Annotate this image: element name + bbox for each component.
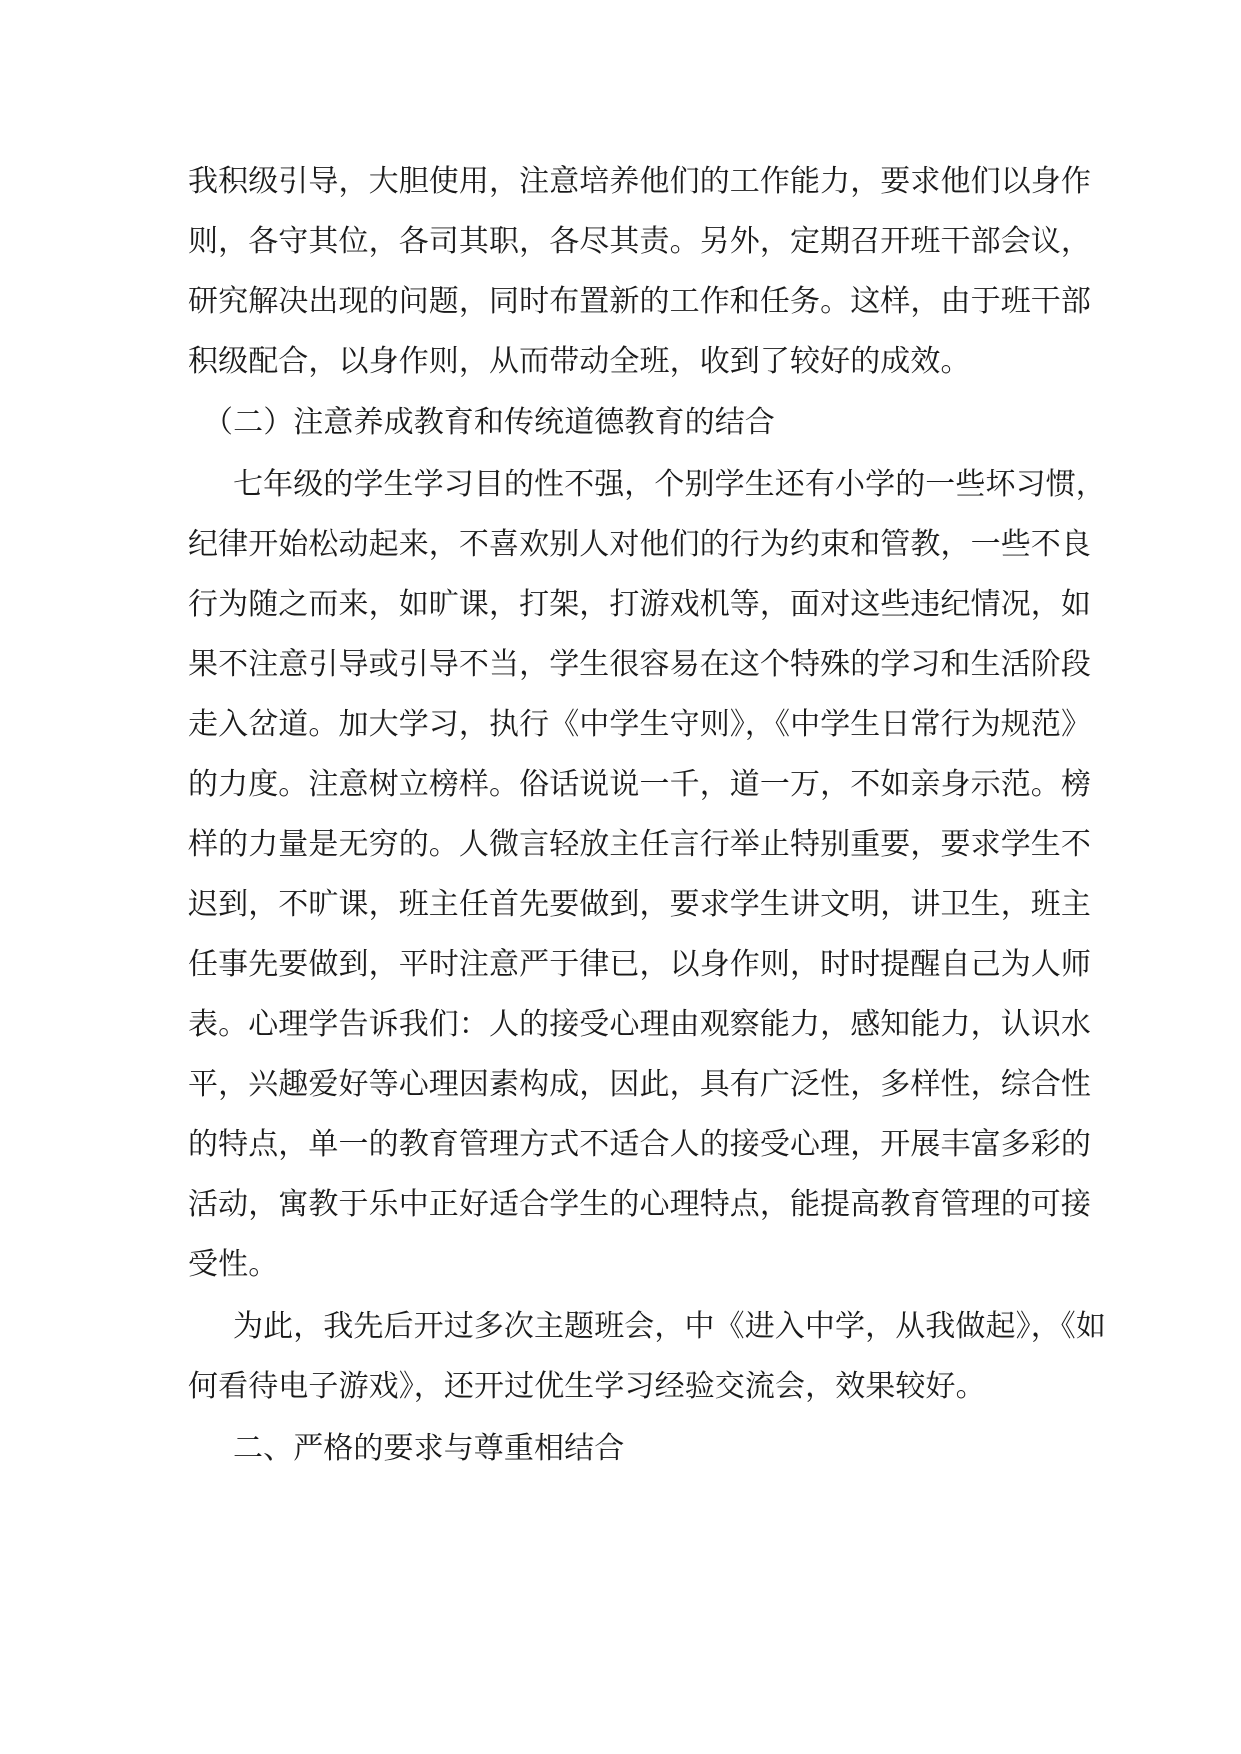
paragraph-line: 迟到，不旷课，班主任首先要做到，要求学生讲文明，讲卫生，班主 (188, 887, 1091, 922)
paragraph-line: 的力度。注意树立榜样。俗话说说一千，道一万，不如亲身示范。榜 (188, 767, 1091, 802)
paragraph-line: 平，兴趣爱好等心理因素构成，因此，具有广泛性，多样性，综合性 (188, 1067, 1091, 1102)
section-heading: 二、严格的要求与尊重相结合 (233, 1431, 625, 1466)
paragraph-line: 积级配合，以身作则，从而带动全班，收到了较好的成效。 (188, 344, 971, 379)
section-heading: （二）注意养成教育和传统道德教育的结合 (203, 405, 775, 440)
paragraph-line: 果不注意引导或引导不当，学生很容易在这个特殊的学习和生活阶段 (188, 647, 1091, 682)
paragraph-line: 行为随之而来，如旷课，打架，打游戏机等，面对这些违纪情况，如 (188, 587, 1091, 622)
paragraph-line: 活动，寓教于乐中正好适合学生的心理特点，能提高教育管理的可接 (188, 1187, 1091, 1222)
paragraph-line: 样的力量是无穷的。人微言轻放主任言行举止特别重要，要求学生不 (188, 827, 1091, 862)
paragraph-line: 为此，我先后开过多次主题班会，中《进入中学，从我做起》，《如 (233, 1309, 1106, 1344)
paragraph-line: 纪律开始松动起来，不喜欢别人对他们的行为约束和管教，一些不良 (188, 527, 1091, 562)
paragraph-line: 表。心理学告诉我们：人的接受心理由观察能力，感知能力，认识水 (188, 1007, 1091, 1042)
paragraph-line: 七年级的学生学习目的性不强，个别学生还有小学的一些坏习惯， (233, 467, 1106, 502)
paragraph-line: 走入岔道。加大学习，执行《中学生守则》，《中学生日常行为规范》 (188, 707, 1092, 742)
paragraph-line: 我积级引导，大胆使用，注意培养他们的工作能力，要求他们以身作 (188, 164, 1091, 199)
paragraph-line: 则，各守其位，各司其职，各尽其责。另外，定期召开班干部会议， (188, 224, 1091, 259)
paragraph-line: 何看待电子游戏》，还开过优生学习经验交流会，效果较好。 (188, 1369, 986, 1404)
paragraph-line: 的特点，单一的教育管理方式不适合人的接受心理，开展丰富多彩的 (188, 1127, 1091, 1162)
paragraph-line: 研究解决出现的问题，同时布置新的工作和任务。这样，由于班干部 (188, 284, 1091, 319)
paragraph-line: 受性。 (188, 1247, 279, 1282)
paragraph-line: 任事先要做到，平时注意严于律已，以身作则，时时提醒自己为人师 (188, 947, 1091, 982)
